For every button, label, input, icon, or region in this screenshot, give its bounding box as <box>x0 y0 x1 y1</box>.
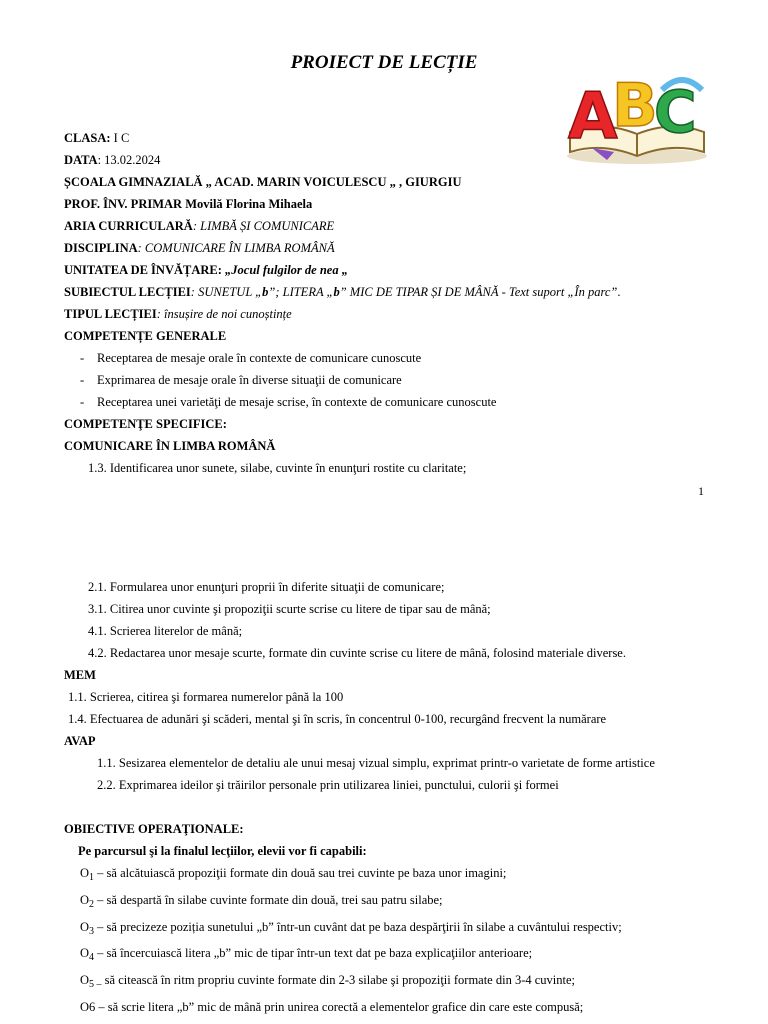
list-item: - Exprimarea de mesaje orale în diverse situaţii de comunicare <box>80 373 402 387</box>
list-item: 1.4. Efectuarea de adunări şi scăderi, mental şi în scris, în concentrul 0-100, recurgând frecvent la numărare <box>68 712 607 726</box>
tipul-line <box>64 307 292 322</box>
clasa-value: I C <box>110 131 130 145</box>
subiect-part3: ” MIC DE TIPAR ȘI DE MÂNĂ - Text suport „În parc” <box>339 285 618 299</box>
competente-specifice-heading: COMPETENŢE SPECIFICE: <box>64 417 227 431</box>
tipul-label: TIPUL LECȚIEI <box>64 307 157 321</box>
unitatea-value: „Jocul fulgilor de nea „ <box>221 263 348 277</box>
list-item: $O_4$ – să încercuiască litera „b” mic de tipar într-un text dat pe baza explicaţiilor anterioare; <box>80 946 533 963</box>
unitatea-line <box>64 263 348 278</box>
page-title: PROIECT DE LECȚIE <box>290 52 478 73</box>
disciplina-label: DISCIPLINA <box>64 241 138 255</box>
unitatea-label: UNITATEA DE ÎNVĂȚARE: <box>64 263 222 277</box>
data-line <box>64 153 160 168</box>
clasa-label: CLASA: <box>64 131 111 145</box>
list-item: $O_3$ – să precizeze poziția sunetului „b” într-un cuvânt dat pe baza despărţirii în silabe a cuvântului respectiv; <box>80 920 622 937</box>
abc-book-logo-icon <box>562 60 712 170</box>
data-value: : 13.02.2024 <box>97 153 161 167</box>
clasa-line <box>64 131 129 146</box>
list-item: O6 – să scrie litera „b” mic de mână prin unirea corectă a elementelor grafice din care este compusă; <box>80 1000 584 1014</box>
mem-heading: MEM <box>64 668 96 682</box>
list-item: - Receptarea unei varietăţi de mesaje scrise, în contexte de comunicare cunoscute <box>80 395 497 409</box>
list-item: 2.2. Exprimarea ideilor şi trăirilor personale prin utilizarea liniei, punctului, culorii şi formei <box>97 778 559 792</box>
subiect-part1: : SUNETUL „ <box>190 285 263 299</box>
prof-line <box>64 197 312 212</box>
svg-text:B: B <box>612 71 658 141</box>
list-item: 1.1. Sesizarea elementelor de detaliu ale unui mesaj vizual simplu, exprimat printr-o varietate de forme artistice <box>97 756 655 770</box>
list-item: 3.1. Citirea unor cuvinte şi propoziţii scurte scrise cu litere de tipar sau de mână; <box>88 602 491 616</box>
subiect-letter2: b <box>333 285 340 299</box>
aria-line <box>64 219 334 234</box>
competente-generale-heading: COMPETENȚE GENERALE <box>64 329 227 343</box>
disciplina-value: : COMUNICARE ÎN LIMBA ROMÂNĂ <box>137 241 335 255</box>
list-item: 4.1. Scrierea literelor de mână; <box>88 624 243 638</box>
list-item: 2.1. Formularea unor enunţuri proprii în diferite situaţii de comunicare; <box>88 580 445 594</box>
list-item: $O_1$ – să alcătuiască propoziţii formate din două sau trei cuvinte pe baza unor imagini; <box>80 866 507 883</box>
aria-value: : LIMBĂ ȘI COMUNICARE <box>192 219 335 233</box>
svg-text:C: C <box>654 78 697 146</box>
clr-heading: COMUNICARE ÎN LIMBA ROMÂNĂ <box>64 439 276 453</box>
list-item: 4.2. Redactarea unor mesaje scurte, formate din cuvinte scrise cu litere de mână, folosind materiale diverse. <box>88 646 626 660</box>
avap-heading: AVAP <box>64 734 96 748</box>
list-item: 1.1. Scrierea, citirea şi formarea numerelor până la 100 <box>68 690 344 704</box>
subiect-label: SUBIECTUL LECȚIEI <box>64 285 191 299</box>
svg-text:A: A <box>568 80 618 154</box>
prof-label: PROF. ÎNV. PRIMAR <box>64 197 183 211</box>
list-item: $O_2$ – să despartă în silabe cuvinte formate din două, trei sau patru silabe; <box>80 893 443 910</box>
list-item: $O_{5 -}$ să citească în ritm propriu cuvinte formate din 2-3 silabe şi propoziţii formate din 3-4 cuvinte; <box>80 973 576 990</box>
obiective-heading: OBIECTIVE OPERAŢIONALE: <box>64 822 244 836</box>
data-label: DATA <box>64 153 98 167</box>
list-item: - Receptarea de mesaje orale în contexte de comunicare cunoscute <box>80 351 422 365</box>
aria-label: ARIA CURRICULARĂ <box>64 219 193 233</box>
tipul-value: : însușire de noi cunoștințe <box>156 307 292 321</box>
subiect-part2: ”; LITERA „ <box>268 285 334 299</box>
scoala-line: ȘCOALA GIMNAZIALĂ „ ACAD. MARIN VOICULESCU „ , GIURGIU <box>64 175 462 189</box>
subiect-line: SUBIECTUL LECȚIEI: SUNETUL „b”; LITERA „b” MIC DE TIPAR ȘI DE MÂNĂ - Text suport „În parc”. <box>64 285 621 299</box>
subiect-letter1: b <box>262 285 269 299</box>
disciplina-line <box>64 241 335 256</box>
prof-value: Movilă Florina Mihaela <box>182 197 313 211</box>
page-number: 1 <box>698 484 704 498</box>
list-item: 1.3. Identificarea unor sunete, silabe, cuvinte în enunţuri rostite cu claritate; <box>88 461 467 475</box>
obiective-intro: Pe parcursul şi la finalul lecţiilor, elevii vor fi capabili: <box>78 844 367 858</box>
